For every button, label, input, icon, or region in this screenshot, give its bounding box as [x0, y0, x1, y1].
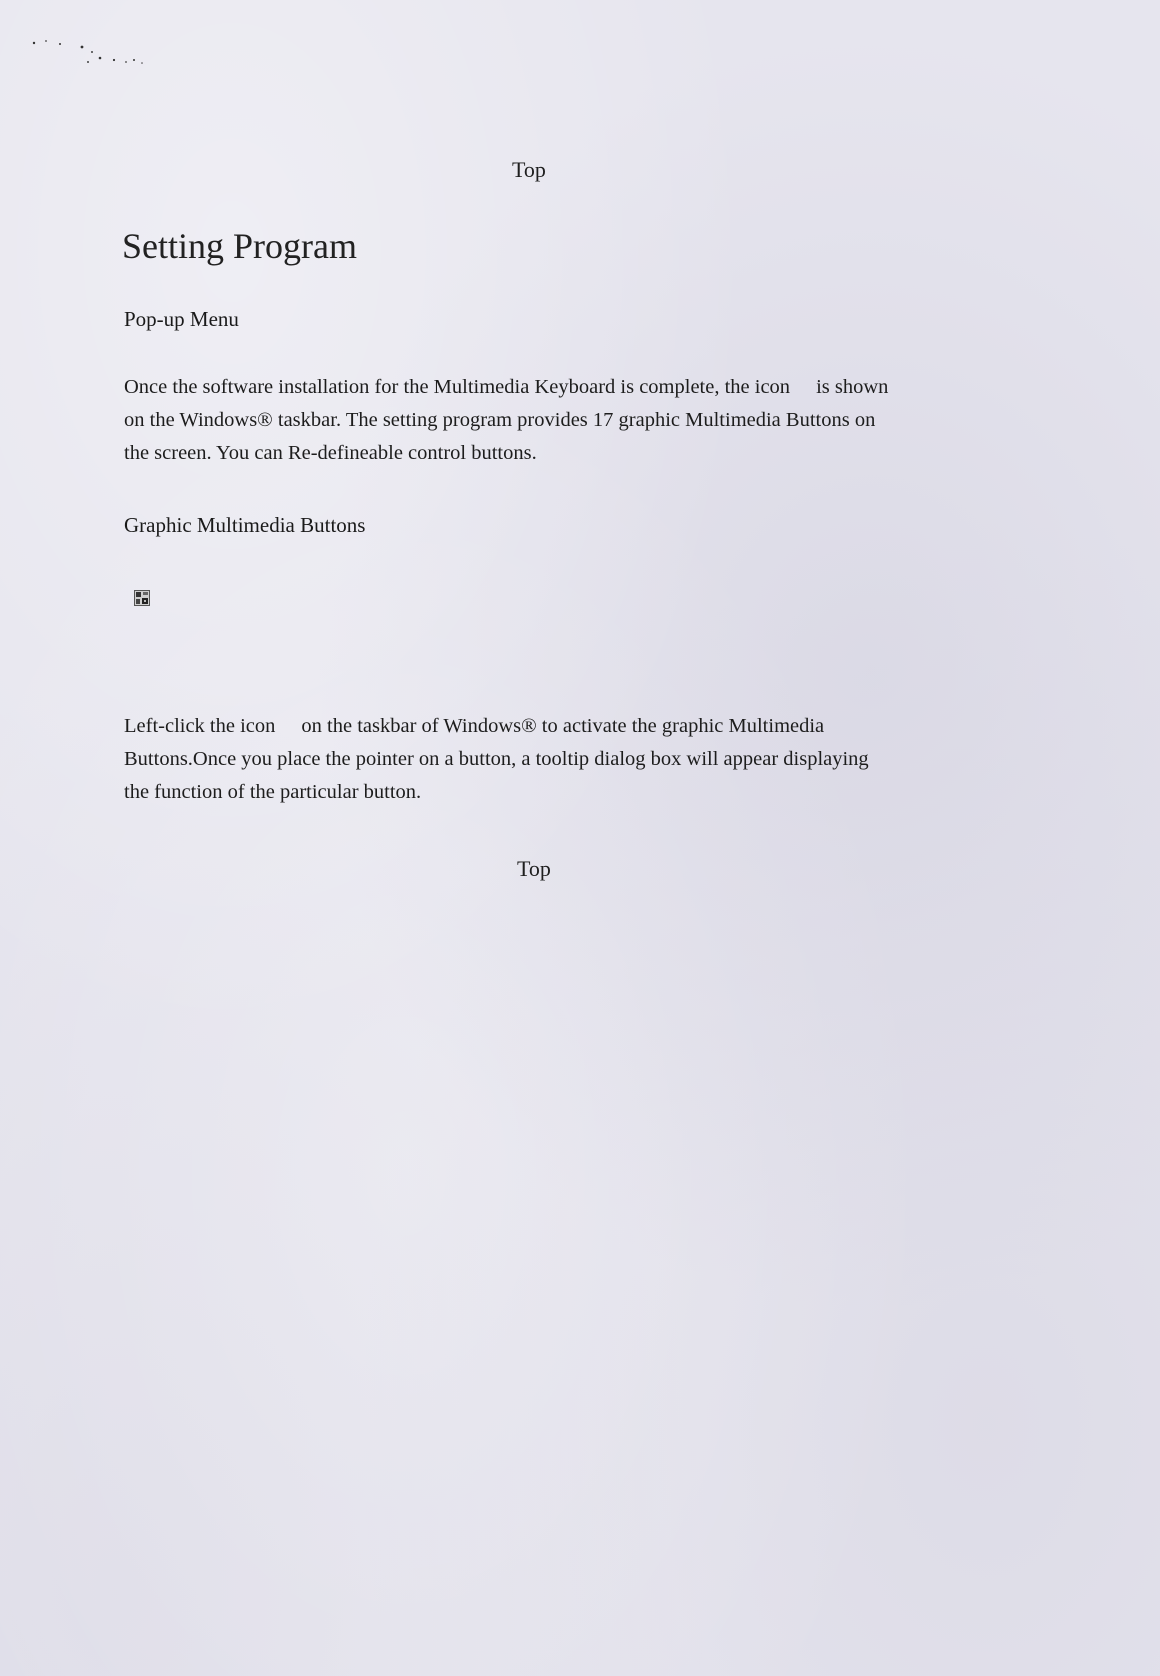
paragraph-line: the function of the particular button.: [124, 781, 422, 803]
popup-menu-heading: Pop-up Menu: [124, 307, 239, 331]
top-link[interactable]: Top: [517, 856, 551, 881]
taskbar-icon-placeholder: [275, 716, 301, 732]
line-text: Once the software installation for the Multimedia Keyboard is complete, the icon: [124, 376, 791, 398]
paragraph-line: [124, 371, 1024, 404]
page-title: Setting Program: [122, 226, 357, 266]
line-text: is shown: [816, 376, 889, 398]
paragraph-line: [124, 710, 1024, 743]
popup-menu-paragraph: [124, 371, 1024, 470]
taskbar-icon-placeholder: [790, 377, 816, 393]
paragraph-line: on the Windows® taskbar. The setting program provides 17 graphic Multimedia Buttons on: [124, 409, 876, 431]
graphic-buttons-heading: Graphic Multimedia Buttons: [124, 513, 366, 537]
paragraph-line: the screen. You can Re-defineable control buttons.: [124, 442, 537, 464]
line-text: Left-click the icon: [124, 715, 276, 737]
broken-image-icon: [134, 590, 150, 606]
graphic-buttons-paragraph: [124, 710, 1024, 809]
top-link[interactable]: Top: [512, 157, 546, 182]
paragraph-line: Buttons.Once you place the pointer on a button, a tooltip dialog box will appear displaying: [124, 748, 869, 770]
line-text: on the taskbar of Windows® to activate the graphic Multimedia: [301, 715, 825, 737]
paper-speckles: [30, 38, 160, 78]
